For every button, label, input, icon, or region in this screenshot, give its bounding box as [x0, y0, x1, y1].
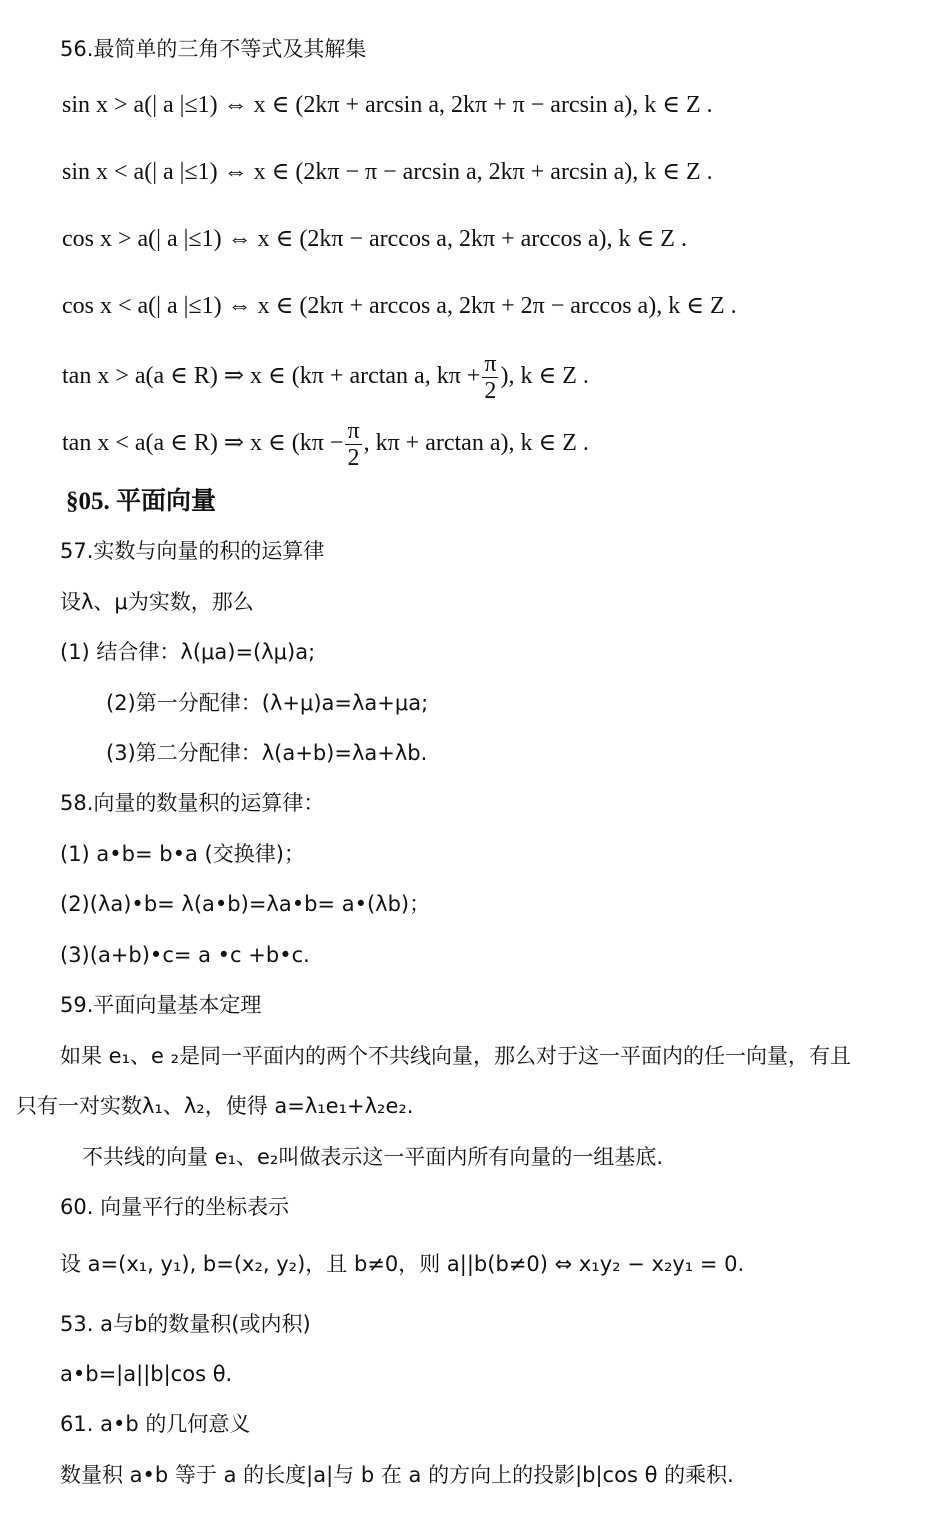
- section-58-title: 58.向量的数量积的运算律：: [60, 791, 325, 815]
- section-53-line-1: a•b=|a||b|cos θ.: [60, 1362, 233, 1386]
- section-59-line-2: 只有一对实数λ₁、λ₂，使得 a=λ₁e₁+λ₂e₂.: [16, 1094, 414, 1118]
- section-57-line-4: (3)第二分配律：λ(a+b)=λa+λb.: [106, 741, 428, 765]
- formula-tan-greater-part1: tan x > a(a ∈ R) ⇒ x ∈ (kπ + arctan a, kπ +: [62, 363, 481, 389]
- section-57-title: 57.实数与向量的积的运算律: [60, 539, 325, 563]
- formula-tan-greater: [62, 346, 589, 406]
- fraction-denominator: 2: [347, 444, 360, 471]
- formula-sin-less: sin x < a(| a |≤1) ⇔ x ∈ (2kπ − π − arcsin a, 2kπ + arcsin a), k ∈ Z .: [62, 159, 713, 185]
- section-61-line-1: 数量积 a•b 等于 a 的长度|a|与 b 在 a 的方向上的投影|b|cos θ 的乘积.: [60, 1463, 734, 1487]
- formula-tan-greater-part2: ), k ∈ Z .: [500, 363, 589, 389]
- formula-tan-less-part2: , kπ + arctan a), k ∈ Z .: [363, 430, 589, 456]
- fraction-numerator: π: [347, 417, 360, 444]
- formula-cos-less: cos x < a(| a |≤1) ⇔ x ∈ (2kπ + arccos a, 2kπ + 2π − arccos a), k ∈ Z .: [62, 293, 737, 319]
- section-57-line-2: (1) 结合律：λ(μa)=(λμ)a;: [60, 640, 316, 664]
- section-60-line-1: 设 a=(x₁, y₁), b=(x₂, y₂)，且 b≠0，则 a||b(b≠0) ⇔ x₁y₂ − x₂y₁ = 0.: [60, 1252, 745, 1276]
- section-58-line-3: (3)(a+b)•c= a •c +b•c.: [60, 943, 310, 967]
- fraction-pi-over-2: [345, 418, 361, 471]
- formula-cos-greater: cos x > a(| a |≤1) ⇔ x ∈ (2kπ − arccos a, 2kπ + arccos a), k ∈ Z .: [62, 226, 687, 252]
- section-61-title: 61. a•b 的几何意义: [60, 1412, 251, 1436]
- fraction-numerator: π: [484, 350, 497, 377]
- section-58-line-2: (2)(λa)•b= λ(a•b)=λa•b= a•(λb)；: [60, 892, 431, 916]
- formula-sin-greater: sin x > a(| a |≤1) ⇔ x ∈ (2kπ + arcsin a, 2kπ + π − arcsin a), k ∈ Z .: [62, 92, 713, 118]
- formula-tan-less: [62, 413, 589, 473]
- section-59-title: 59.平面向量基本定理: [60, 993, 262, 1017]
- section-60-title: 60. 向量平行的坐标表示: [60, 1195, 290, 1219]
- section-57-line-1: 设λ、μ为实数，那么: [60, 590, 254, 614]
- section-59-line-3: 不共线的向量 e₁、e₂叫做表示这一平面内所有向量的一组基底.: [82, 1145, 664, 1169]
- section-heading: §05. 平面向量: [66, 488, 217, 515]
- section-57-line-3: (2)第一分配律：(λ+μ)a=λa+μa;: [106, 691, 429, 715]
- fraction-pi-over-2: [482, 351, 498, 404]
- section-53-title: 53. a与b的数量积(或内积): [60, 1312, 311, 1336]
- fraction-denominator: 2: [484, 377, 497, 404]
- section-56-title: 56.最简单的三角不等式及其解集: [60, 37, 367, 61]
- section-58-line-1: (1) a•b= b•a (交换律)；: [60, 842, 305, 866]
- section-59-line-1: 如果 e₁、e ₂是同一平面内的两个不共线向量，那么对于这一平面内的任一向量，有且: [60, 1044, 852, 1068]
- formula-tan-less-part1: tan x < a(a ∈ R) ⇒ x ∈ (kπ −: [62, 430, 344, 456]
